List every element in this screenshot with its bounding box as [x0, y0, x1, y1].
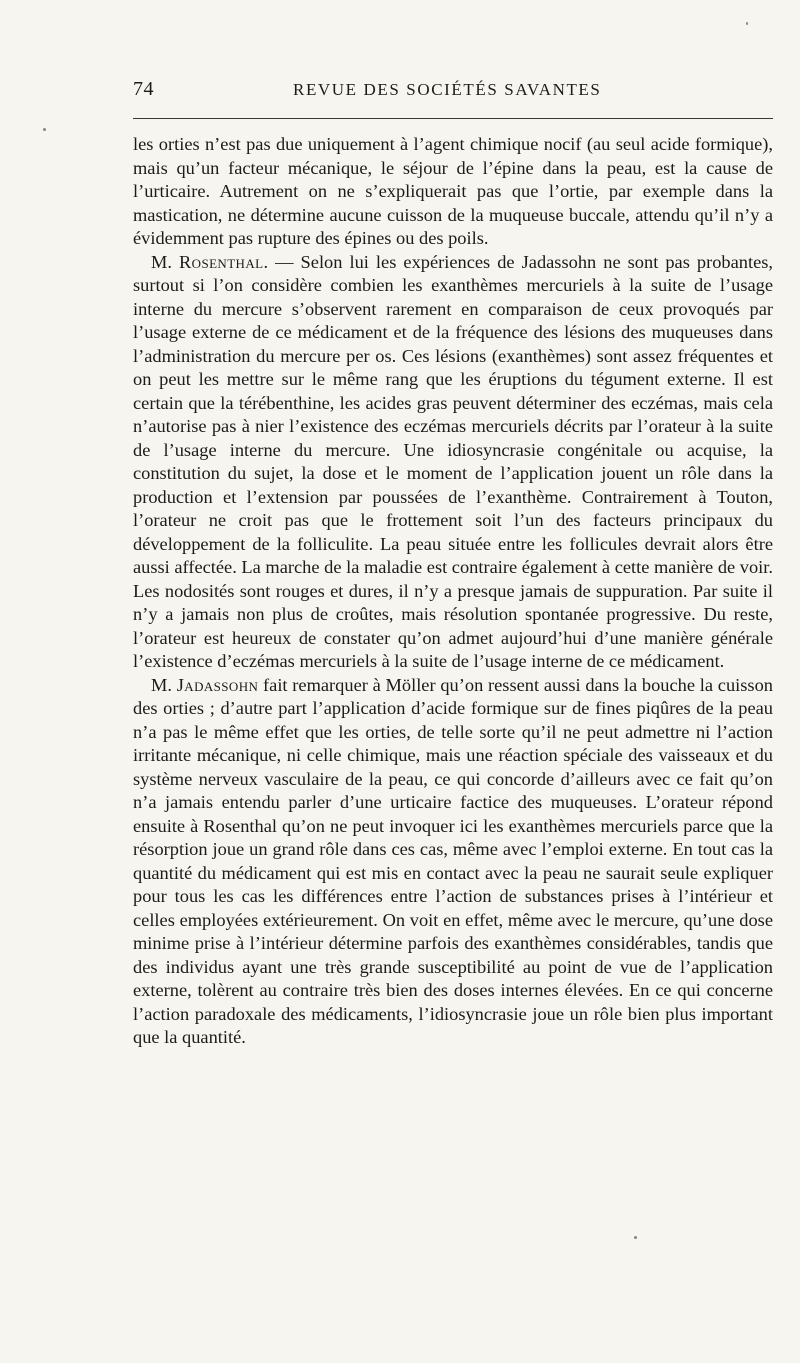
paragraph-text: les orties n’est pas due uniquement à l’agent chimique nocif (au seul acide formique), mais qu’un facteur mécanique, le séjour de l’épine dans la peau, est la cause de l’urticaire. Autrement on ne s’expliquerait pas que l’ortie, par exemple dans la mastication, ne détermine aucune cuisson de la muqueuse buccale, attendu qu’il n’y a évidemment pas rupture des épines ou des poils. [133, 134, 773, 248]
body-text [133, 133, 773, 1050]
speaker-name: Jadassohn [176, 674, 259, 695]
page-header [133, 78, 773, 106]
paragraph-text: . — Selon lui les expériences de Jadassohn ne sont pas probantes, surtout si l’on considère combien les exanthèmes mercuriels à la suite de l’usage interne du mercure s’observent rarement en comparaison de ceux provoqués par l’usage externe de ce médicament et de la fréquence des lésions des muqueuses dans l’administration du mercure per os. Ces lésions (exanthèmes) sont assez fréquentes et on peut les mettre sur le même rang que les éruptions du tégument externe. Il est certain que la térébenthine, les acides gras peuvent déterminer des eczémas, mais cela n’autorise pas à nier l’existence des eczémas mercuriels décrits par l’orateur à la suite de l’usage interne du mercure. Une idiosyncrasie congénitale ou acquise, la constitution du sujet, la dose et le moment de l’application jouent un rôle dans la production et l’extension par poussées de l’exanthème. Contrairement à Touton, l’orateur ne croit pas que le frottement soit l’un des facteurs principaux du développement de la folliculite. La peau située entre les follicules devrait alors être aussi affectée. La marche de la maladie est contraire également à cette manière de voir. Les nodosités sont rouges et dures, il n’y a presque jamais de suppuration. Par suite il n’y a jamais non plus de croûtes, mais résolution spontanée progressive. Du reste, l’orateur est heureux de constater qu’on admet aujourd’hui d’une manière générale l’existence d’eczémas mercuriels à la suite de l’usage interne de ce médicament. [133, 251, 773, 671]
header-rule [133, 118, 773, 119]
paragraph-text: fait remarquer à Möller qu’on ressent aussi dans la bouche la cuisson des orties ; d’autre part l’application d’acide formique sur de fines piqûres de la peau n’a pas le même effet que les orties, de telle sorte qu’il ne peut admettre ni l’action irritante mécanique, ni celle chimique, mais une réaction spéciale des vaisseaux et du système nerveux vasculaire de la peau, ce qui concorde d’ailleurs avec ce fait qu’on n’a jamais entendu parler d’une urticaire factice des muqueuses. L’orateur répond ensuite à Rosenthal qu’on ne peut invoquer ici les exanthèmes mercuriels parce que la résorption joue un grand rôle dans ces cas, même avec l’emploi externe. En tout cas la quantité du médicament qui est mis en contact avec la peau ne saurait seule expliquer pour tous les cas les différences entre l’action de substances prises à l’intérieur et celles employées extérieurement. On voit en effet, même avec le mercure, qu’une dose minime prise à l’intérieur détermine parfois des exanthèmes considérables, tandis que des individus ayant une très grande susceptibilité au point de vue de l’application externe, tolèrent au contraire très bien des doses internes élevées. En ce qui concerne l’action paradoxale des médicaments, l’idiosyncrasie joue un rôle bien plus important que la quantité. [133, 674, 773, 1047]
paper-fleck [746, 22, 748, 25]
page-number: 74 [133, 78, 154, 100]
paragraph-rosenthal [133, 251, 773, 674]
running-title: REVUE DES SOCIÉTÉS SAVANTES [293, 80, 602, 99]
paragraph-jadassohn [133, 674, 773, 1050]
speaker-name: Rosenthal [179, 251, 264, 272]
speaker-prefix: M. [151, 251, 179, 272]
paper-fleck [43, 128, 46, 131]
speaker-prefix: M. [151, 674, 177, 695]
paper-fleck [634, 1236, 637, 1239]
paragraph-continuation [133, 133, 773, 251]
